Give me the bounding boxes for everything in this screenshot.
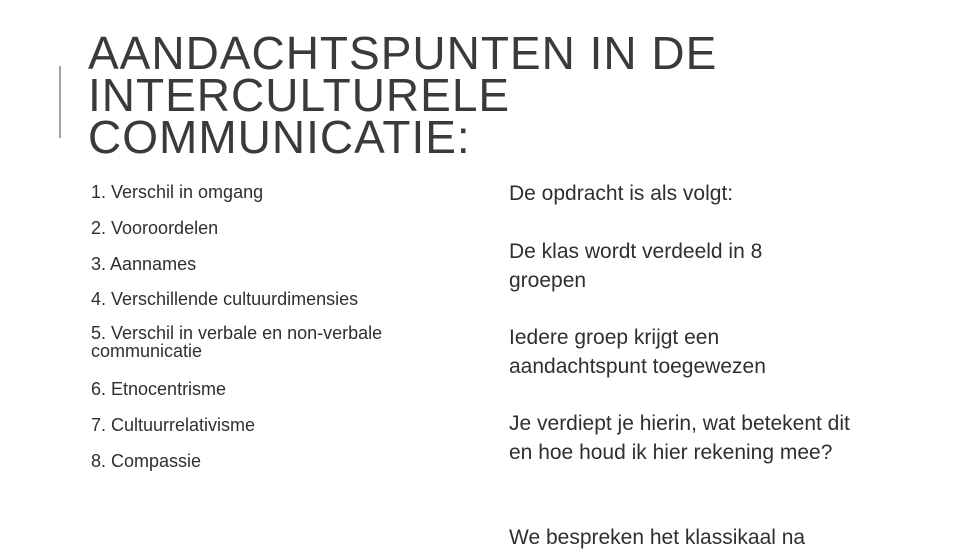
- list-item: 7. Cultuurrelativisme: [91, 415, 256, 435]
- list-item: 8. Compassie: [91, 451, 202, 471]
- assignment-intro: De opdracht is als volgt:: [509, 182, 734, 205]
- assignment-step: Iedere groep krijgt een aandachtspunt toegewezen: [509, 326, 766, 378]
- title-line-2: INTERCULTURELE: [88, 69, 511, 121]
- list-item: 2. Vooroordelen: [91, 218, 219, 238]
- title-line-3: COMMUNICATIE:: [88, 111, 471, 163]
- list-item: 1. Verschil in omgang: [91, 182, 264, 202]
- list-item: 5. Verschil in verbale en non-verbale communicatie: [91, 323, 383, 361]
- title-line-1: AANDACHTSPUNTEN IN DE: [88, 27, 718, 79]
- title-accent-bar: [59, 66, 61, 138]
- assignment-step: Je verdiept je hierin, wat betekent dit en hoe houd ik hier rekening mee?: [509, 412, 850, 464]
- assignment-step: De klas wordt verdeeld in 8 groepen: [509, 240, 763, 292]
- list-item: 3. Aannames: [91, 254, 197, 274]
- list-item: 4. Verschillende cultuurdimensies: [91, 289, 359, 309]
- slide-title: [88, 27, 718, 163]
- assignment-step: We bespreken het klassikaal na: [509, 526, 806, 549]
- list-item: 6. Etnocentrisme: [91, 379, 227, 399]
